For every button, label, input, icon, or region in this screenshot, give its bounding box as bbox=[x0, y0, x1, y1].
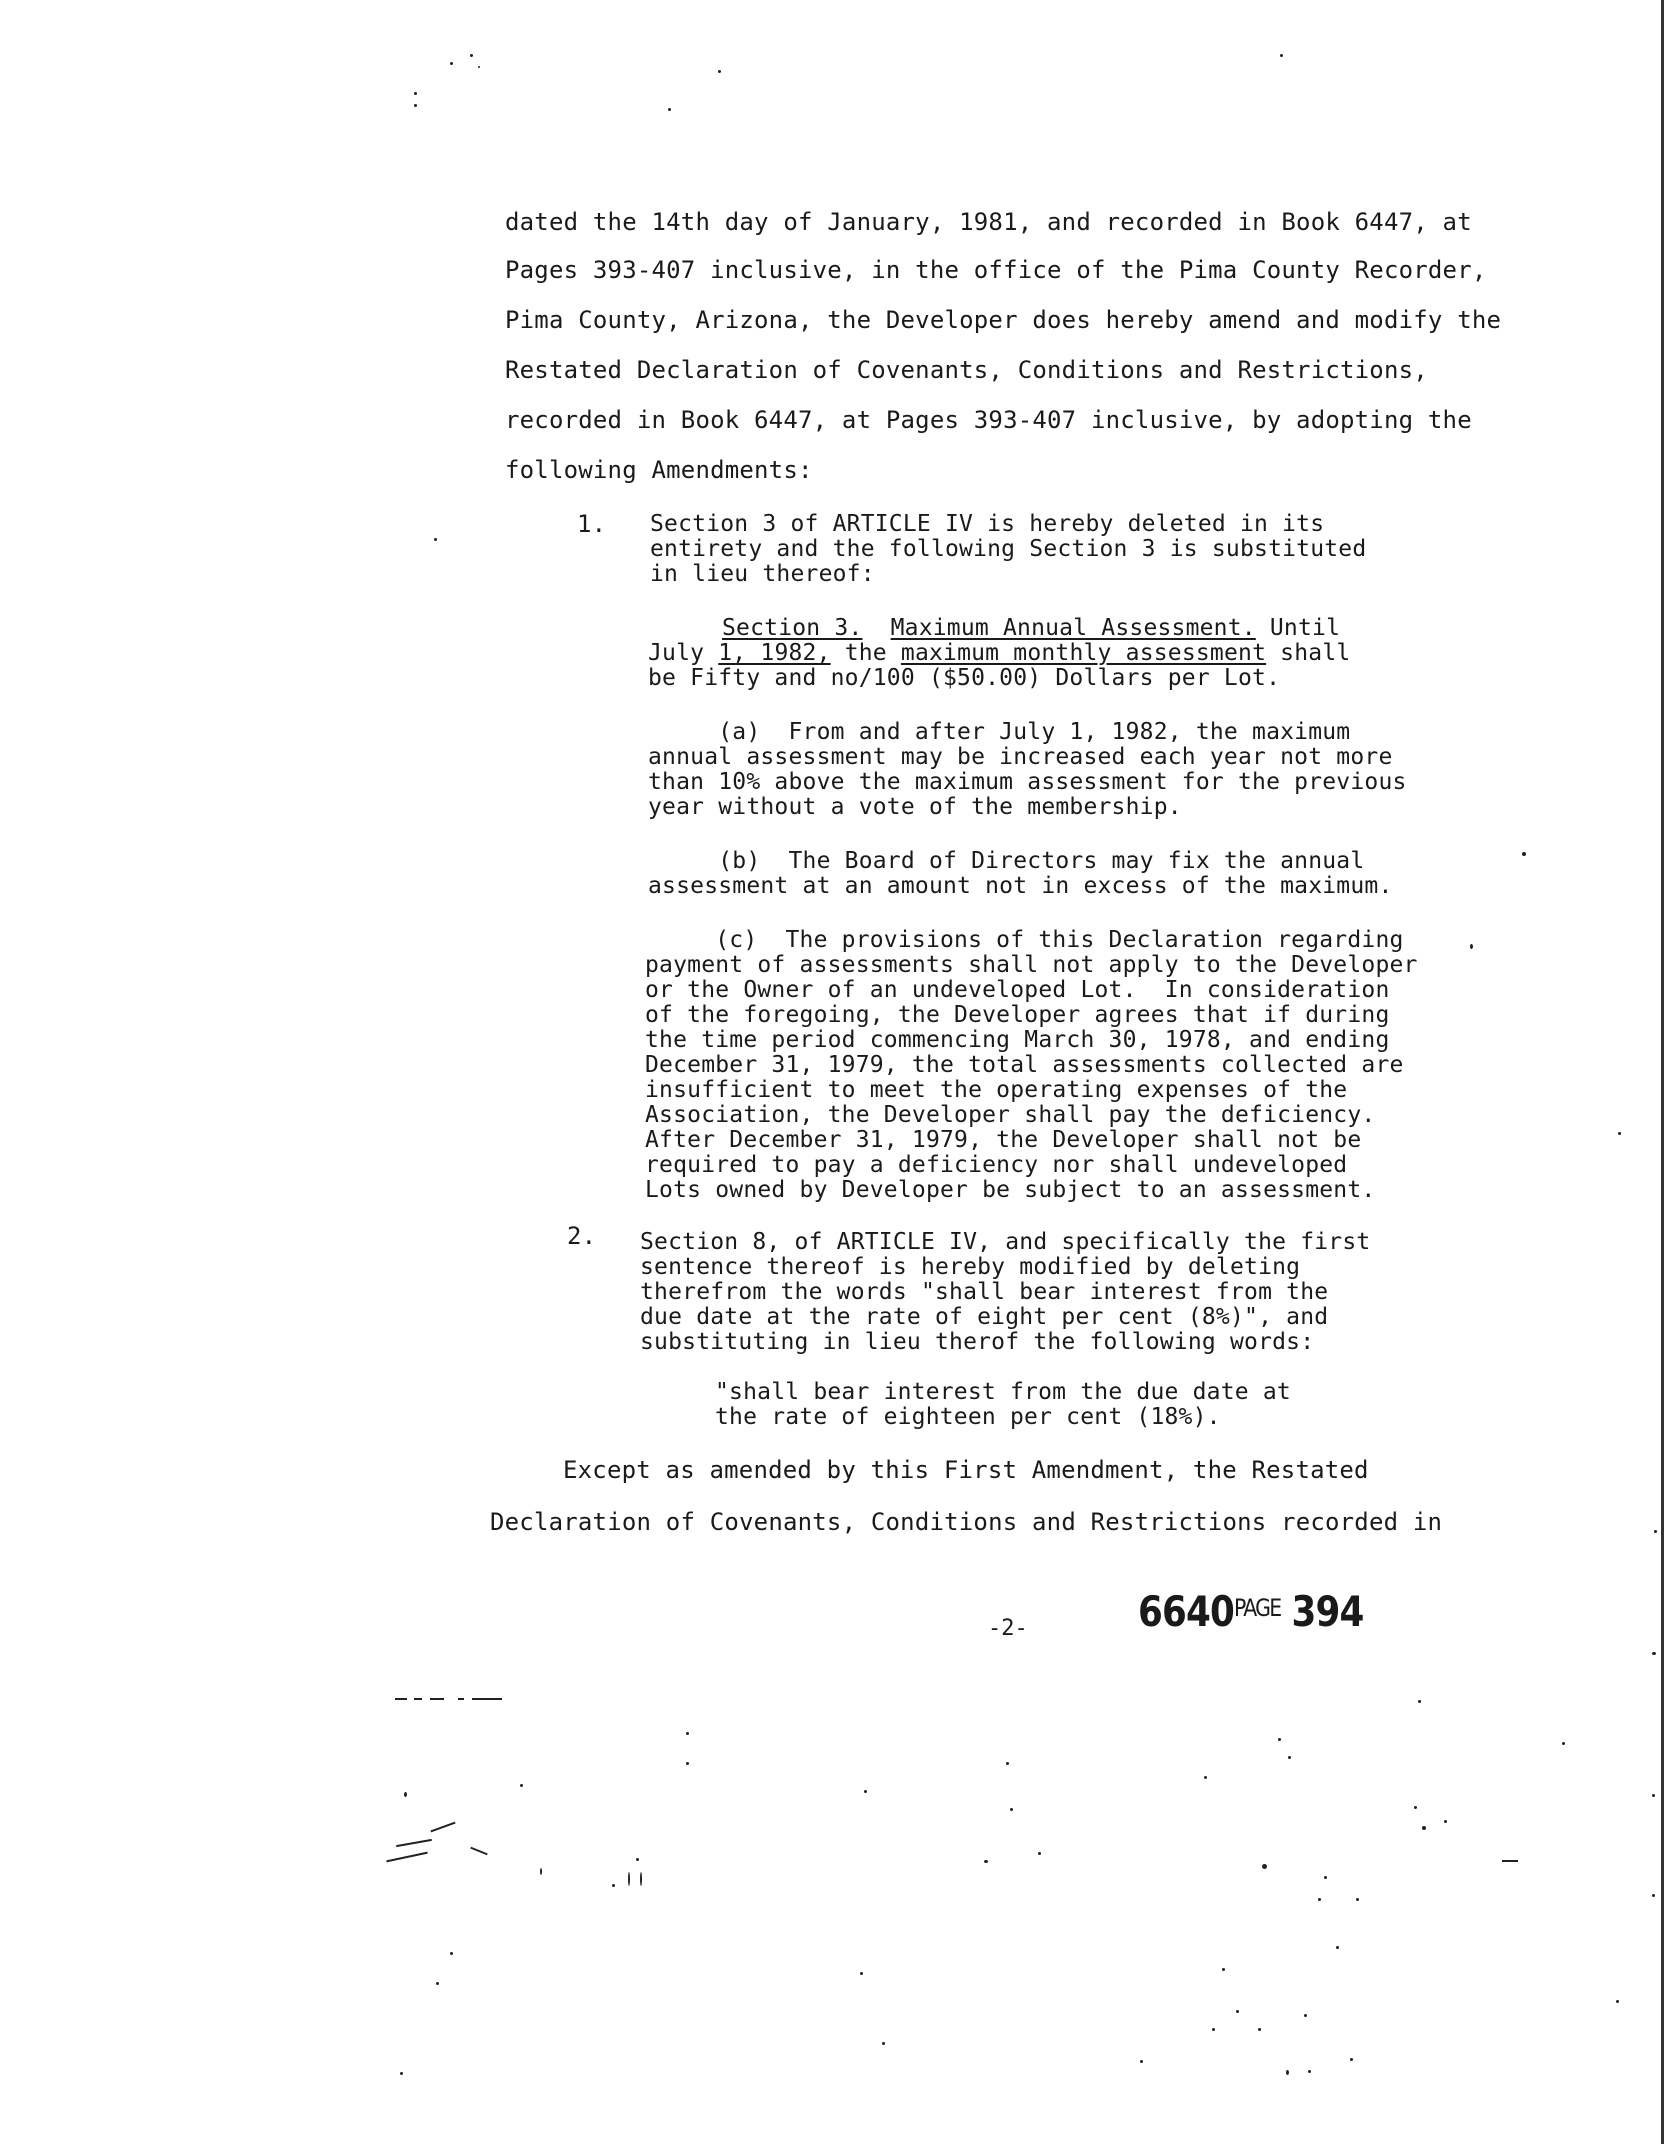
para-c-line: or the Owner of an undeveloped Lot. In consideration bbox=[645, 977, 1390, 1003]
section-3-underlined-text: maximum monthly assessment bbox=[900, 640, 1267, 666]
amendment-2-line: Section 8, of ARTICLE IV, and specifically the first bbox=[640, 1229, 1371, 1255]
amendment-2-line: due date at the rate of eight per cent (8%)", and bbox=[640, 1304, 1329, 1330]
para-c-line: insufficient to meet the operating expenses of the bbox=[645, 1077, 1348, 1103]
recorder-page-label: PAGE bbox=[1233, 1594, 1281, 1622]
amendment-1-line: in lieu thereof: bbox=[650, 561, 875, 587]
intro-line: Pages 393-407 inclusive, in the office of the Pima County Recorder, bbox=[505, 256, 1487, 284]
amendment-1-number: 1. bbox=[577, 510, 607, 538]
intro-line: dated the 14th day of January, 1981, and recorded in Book 6447, at bbox=[505, 208, 1472, 236]
intro-line: Pima County, Arizona, the Developer does hereby amend and modify the bbox=[505, 306, 1502, 334]
para-c-line: After December 31, 1979, the Developer shall not be bbox=[645, 1127, 1362, 1153]
recorder-page: 394 bbox=[1291, 1587, 1364, 1636]
page-number: -2- bbox=[988, 1616, 1028, 1641]
closing-line: Except as amended by this First Amendment, the Restated bbox=[563, 1456, 1369, 1484]
closing-line: Declaration of Covenants, Conditions and Restrictions recorded in bbox=[490, 1508, 1443, 1536]
section-3-text: shall bbox=[1266, 640, 1351, 666]
amendment-2-quote: "shall bear interest from the due date at bbox=[715, 1379, 1291, 1405]
intro-line: recorded in Book 6447, at Pages 393-407 inclusive, by adopting the bbox=[505, 406, 1472, 434]
section-3-line bbox=[648, 641, 1350, 666]
section-3-text: the bbox=[830, 640, 901, 666]
para-a-line: than 10% above the maximum assessment for the previous bbox=[648, 769, 1407, 795]
para-a-line: (a) From and after July 1, 1982, the maximum bbox=[648, 719, 1351, 745]
section-3-line: be Fifty and no/100 ($50.00) Dollars per Lot. bbox=[648, 665, 1281, 691]
para-c-line: (c) The provisions of this Declaration regarding bbox=[645, 927, 1404, 953]
para-c-line: the time period commencing March 30, 1978, and ending bbox=[645, 1027, 1390, 1053]
para-c-line: of the foregoing, the Developer agrees that if during bbox=[645, 1002, 1390, 1028]
amendment-1-line: entirety and the following Section 3 is substituted bbox=[650, 536, 1367, 562]
section-3-date: 1, 1982, bbox=[718, 640, 831, 666]
section-3-title: Maximum Annual Assessment. bbox=[890, 615, 1256, 641]
para-b-line: assessment at an amount not in excess of the maximum. bbox=[648, 873, 1393, 899]
recorder-book: 6640 bbox=[1138, 1587, 1234, 1636]
para-c-line: required to pay a deficiency nor shall undeveloped bbox=[645, 1152, 1348, 1178]
para-a-line: year without a vote of the membership. bbox=[648, 794, 1182, 820]
section-3-text: July bbox=[648, 640, 719, 666]
amendment-2-line: therefrom the words "shall bear interest from the bbox=[640, 1279, 1329, 1305]
amendment-2-line: sentence thereof is hereby modified by deleting bbox=[640, 1254, 1301, 1280]
intro-line: Restated Declaration of Covenants, Conditions and Restrictions, bbox=[505, 356, 1428, 384]
para-b-line: (b) The Board of Directors may fix the annual bbox=[648, 848, 1365, 874]
para-c-line: December 31, 1979, the total assessments collected are bbox=[645, 1052, 1404, 1078]
amendment-2-number: 2. bbox=[567, 1222, 597, 1250]
amendment-1-line: Section 3 of ARTICLE IV is hereby deleted in its bbox=[650, 511, 1325, 537]
amendment-2-line: substituting in lieu therof the following words: bbox=[640, 1329, 1315, 1355]
section-3-heading bbox=[722, 616, 1340, 641]
para-c-line: Association, the Developer shall pay the deficiency. bbox=[645, 1102, 1376, 1128]
section-3-until: Until bbox=[1255, 615, 1341, 641]
section-3-label: Section 3. bbox=[722, 615, 863, 641]
amendment-2-quote: the rate of eighteen per cent (18%). bbox=[715, 1404, 1221, 1430]
para-a-line: annual assessment may be increased each year not more bbox=[648, 744, 1393, 770]
para-c-line: Lots owned by Developer be subject to an assessment. bbox=[645, 1177, 1376, 1203]
intro-line: following Amendments: bbox=[505, 456, 813, 484]
para-c-line: payment of assessments shall not apply to the Developer bbox=[645, 952, 1418, 978]
recorder-stamp bbox=[1138, 1587, 1363, 1636]
